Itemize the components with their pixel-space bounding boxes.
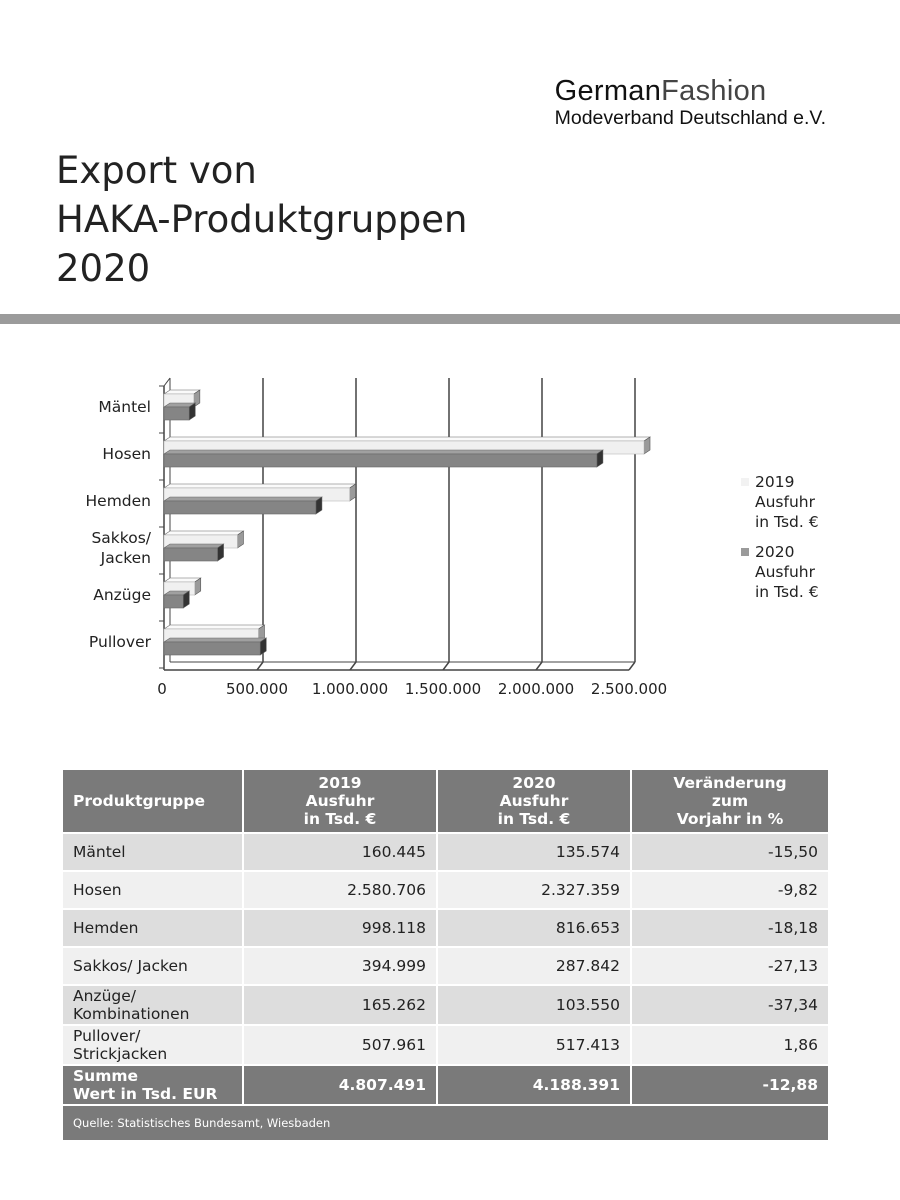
title-line-1: Export von bbox=[56, 149, 257, 192]
total-label: Summe Wert in Tsd. EUR bbox=[63, 1065, 243, 1105]
bar-2020 bbox=[164, 642, 260, 655]
bar-2019-top bbox=[164, 484, 356, 488]
category-label: Hemden bbox=[85, 492, 151, 510]
logo-brand-bold: German bbox=[554, 75, 662, 107]
category-label: Anzüge bbox=[93, 586, 151, 604]
bar-2020-top bbox=[164, 544, 224, 548]
gridline-floor bbox=[536, 662, 542, 670]
bar-2020 bbox=[164, 595, 183, 608]
cell-2020: 287.842 bbox=[437, 947, 631, 985]
brand-logo bbox=[555, 76, 826, 129]
page-title bbox=[56, 146, 468, 293]
gridline-floor bbox=[443, 662, 449, 670]
bar-2020 bbox=[164, 548, 218, 561]
legend-2019-swatch bbox=[741, 478, 749, 486]
bar-2019-top bbox=[164, 531, 243, 535]
cell-change: -37,34 bbox=[631, 985, 828, 1025]
logo-brand-light: Fashion bbox=[661, 75, 767, 107]
cell-product: Mäntel bbox=[63, 833, 243, 871]
bar-2020 bbox=[164, 407, 189, 420]
x-tick-label: 2.500.000 bbox=[590, 680, 668, 698]
cell-2020: 103.550 bbox=[437, 985, 631, 1025]
x-tick-label: 2.000.000 bbox=[497, 680, 575, 698]
y-axis-top bbox=[164, 378, 170, 386]
table-header-row bbox=[63, 770, 828, 833]
cell-change: -18,18 bbox=[631, 909, 828, 947]
cell-2020: 816.653 bbox=[437, 909, 631, 947]
bar-2019-top bbox=[164, 437, 650, 441]
header-2020: 2020 Ausfuhr in Tsd. € bbox=[437, 770, 631, 833]
title-line-2: HAKA-Produktgruppen bbox=[56, 198, 468, 241]
table-row bbox=[63, 871, 828, 909]
bar-2020-top bbox=[164, 450, 603, 454]
bar-2019-top bbox=[164, 625, 264, 629]
cell-product: Hemden bbox=[63, 909, 243, 947]
category-label: Mäntel bbox=[98, 398, 151, 416]
cell-2019: 394.999 bbox=[243, 947, 437, 985]
total-change: -12,88 bbox=[631, 1065, 828, 1105]
cell-2020: 135.574 bbox=[437, 833, 631, 871]
x-tick-label: 1.000.000 bbox=[311, 680, 389, 698]
category-label: Sakkos/ Jacken bbox=[91, 529, 151, 567]
cell-2020: 517.413 bbox=[437, 1025, 631, 1065]
total-2019: 4.807.491 bbox=[243, 1065, 437, 1105]
legend-2019-label: 2019 Ausfuhr in Tsd. € bbox=[755, 473, 819, 531]
x-tick-label: 500.000 bbox=[225, 680, 289, 698]
bar-2020 bbox=[164, 501, 316, 514]
gridline-floor bbox=[257, 662, 263, 670]
cell-product: Hosen bbox=[63, 871, 243, 909]
cell-product: Anzüge/ Kombinationen bbox=[63, 985, 243, 1025]
gridline-floor bbox=[350, 662, 356, 670]
title-line-3: 2020 bbox=[56, 247, 151, 290]
cell-2020: 2.327.359 bbox=[437, 871, 631, 909]
gridline-floor bbox=[629, 662, 635, 670]
cell-change: -9,82 bbox=[631, 871, 828, 909]
divider-rule bbox=[0, 314, 900, 324]
cell-2019: 160.445 bbox=[243, 833, 437, 871]
table-source-row bbox=[63, 1105, 828, 1140]
export-bar-chart bbox=[0, 360, 900, 710]
category-label: Hosen bbox=[102, 445, 151, 463]
table-row bbox=[63, 1025, 828, 1065]
source-note: Quelle: Statistisches Bundesamt, Wiesbaden bbox=[63, 1105, 828, 1140]
cell-2019: 507.961 bbox=[243, 1025, 437, 1065]
legend-2020-swatch bbox=[741, 548, 749, 556]
table-row bbox=[63, 985, 828, 1025]
table-row bbox=[63, 833, 828, 871]
table-row bbox=[63, 947, 828, 985]
export-table bbox=[63, 770, 828, 1140]
logo-wordmark bbox=[555, 76, 826, 106]
bar-2020 bbox=[164, 454, 597, 467]
bar-2020-top bbox=[164, 638, 266, 642]
cell-product: Pullover/ Strickjacken bbox=[63, 1025, 243, 1065]
logo-subtitle: Modeverband Deutschland e.V. bbox=[554, 107, 826, 129]
cell-2019: 2.580.706 bbox=[243, 871, 437, 909]
table-row bbox=[63, 909, 828, 947]
total-2020: 4.188.391 bbox=[437, 1065, 631, 1105]
x-tick-label: 1.500.000 bbox=[404, 680, 482, 698]
cell-change: -27,13 bbox=[631, 947, 828, 985]
cell-2019: 165.262 bbox=[243, 985, 437, 1025]
x-tick-label: 0 bbox=[157, 680, 167, 698]
header-2019: 2019 Ausfuhr in Tsd. € bbox=[243, 770, 437, 833]
bar-2020-top bbox=[164, 497, 322, 501]
cell-change: -15,50 bbox=[631, 833, 828, 871]
cell-2019: 998.118 bbox=[243, 909, 437, 947]
table-total-row bbox=[63, 1065, 828, 1105]
header-veraenderung: Veränderung zum Vorjahr in % bbox=[631, 770, 828, 833]
cell-product: Sakkos/ Jacken bbox=[63, 947, 243, 985]
category-label: Pullover bbox=[88, 633, 151, 651]
header-produktgruppe: Produktgruppe bbox=[63, 770, 243, 833]
legend-2020-label: 2020 Ausfuhr in Tsd. € bbox=[755, 543, 819, 601]
cell-change: 1,86 bbox=[631, 1025, 828, 1065]
